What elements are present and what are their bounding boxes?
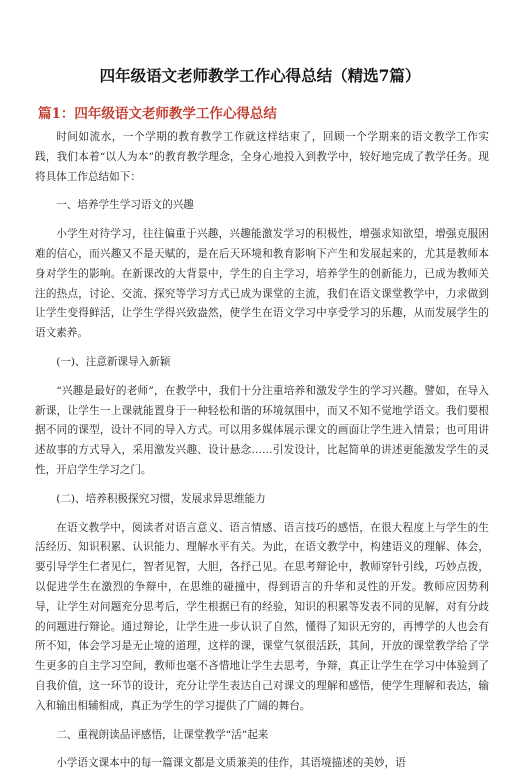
subheading-2: (二)、培养积极探究习惯，发展求异思维能力 <box>56 492 266 505</box>
subheading-1: (一)、注意新课导入新颖 <box>56 355 171 368</box>
heading-1: 一、培养学生学习语文的兴趣 <box>56 199 194 212</box>
section-title: 篇1：四年级语文老师教学工作心得总结 <box>38 106 277 122</box>
document-title: 四年级语文老师教学工作心得总结（精选7篇） <box>99 66 421 85</box>
paragraph-intro-lesson: “兴趣是最好的老师”，在教学中，我们十分注重培养和激发学生的学习兴趣。譬如，在导入新课，让学生一上课就能置身于一种轻松和谐的环境氛围中，而又不知不觉地学语文。我们要根据不同的课型，设计不同的导入方式。可以用多媒体展示课文的画面让学生进入情景；也可用讲述故事的方式导入，采用激发兴趣、设计悬念……引发设计，比起简单的讲述更能激发学生的灵性，开启学生学习之门。 <box>35 384 489 476</box>
intro-paragraph: 时间如流水，一个学期的教育教学工作就这样结束了，回顾一个学期来的语文教学工作实践，我们本着“以人为本”的教育教学理念，全身心地投入到教学中，较好地完成了教学任务。现将具体工作总结如下： <box>35 131 489 183</box>
heading-2: 二、重视朗读品评感悟，让课堂教学“活”起来 <box>56 728 269 741</box>
paragraph-interest: 小学生对待学习，往往偏重于兴趣，兴趣能激发学习的积极性，增强求知欲望，增强克服困难的信心，而兴趣又不是天赋的，是在后天环境和教育影响下产生和发展起来的，尤其是教师本身对学生的影响。在新课改的大背景中，学生的自主学习，培养学生的创新能力，已成为教师关注的热点，讨论、交流、探究等学习方式已成为课堂的主流，我们在语文课堂教学中，力求做到让学生变得鲜活，让学生学得兴致盎然，使学生在语文学习中享受学习的乐趣，从而发展学生的语文素养。 <box>35 228 489 340</box>
document-body <box>35 128 489 776</box>
paragraph-reading: 小学语文课本中的每一篇课文都是文质兼美的佳作，其语境描述的美妙，语 <box>56 757 406 770</box>
paragraph-inquiry: 在语文教学中，阅读者对语言意义、语言情感、语言技巧的感悟，在很大程度上与学生的生活经历、知识积累、认识能力、理解水平有关。为此，在语文教学中，构建语义的理解、体会，要引导学生仁者见仁，智者见智，大胆，各抒己见。在思考辩论中，教师穿针引线，巧妙点拨，以促进学生在激烈的争辩中，在思维的碰撞中，得到语言的升华和灵性的开发。教师应因势利导，让学生对问题充分思考后，学生根据已有的经验，知识的积累等发表不同的见解，对有分歧的问题进行辩论。通过辩论，让学生进一步认识了自然，懂得了知识无穷的，再博学的人也会有所不知，体会学习是无止境的道理，这样的课，课堂气氛很活跃，其间，开放的课堂教学给了学生更多的自主学习空间，教师也毫不吝惜地让学生去思考，争辩，真正让学生在学习中体验到了自我价值，这一环节的设计，充分让学生表达自己对课文的理解和感悟，使学生理解和表达，输入和输出相辅相成，真正为学生的学习提供了广阔的舞台。 <box>35 521 489 712</box>
